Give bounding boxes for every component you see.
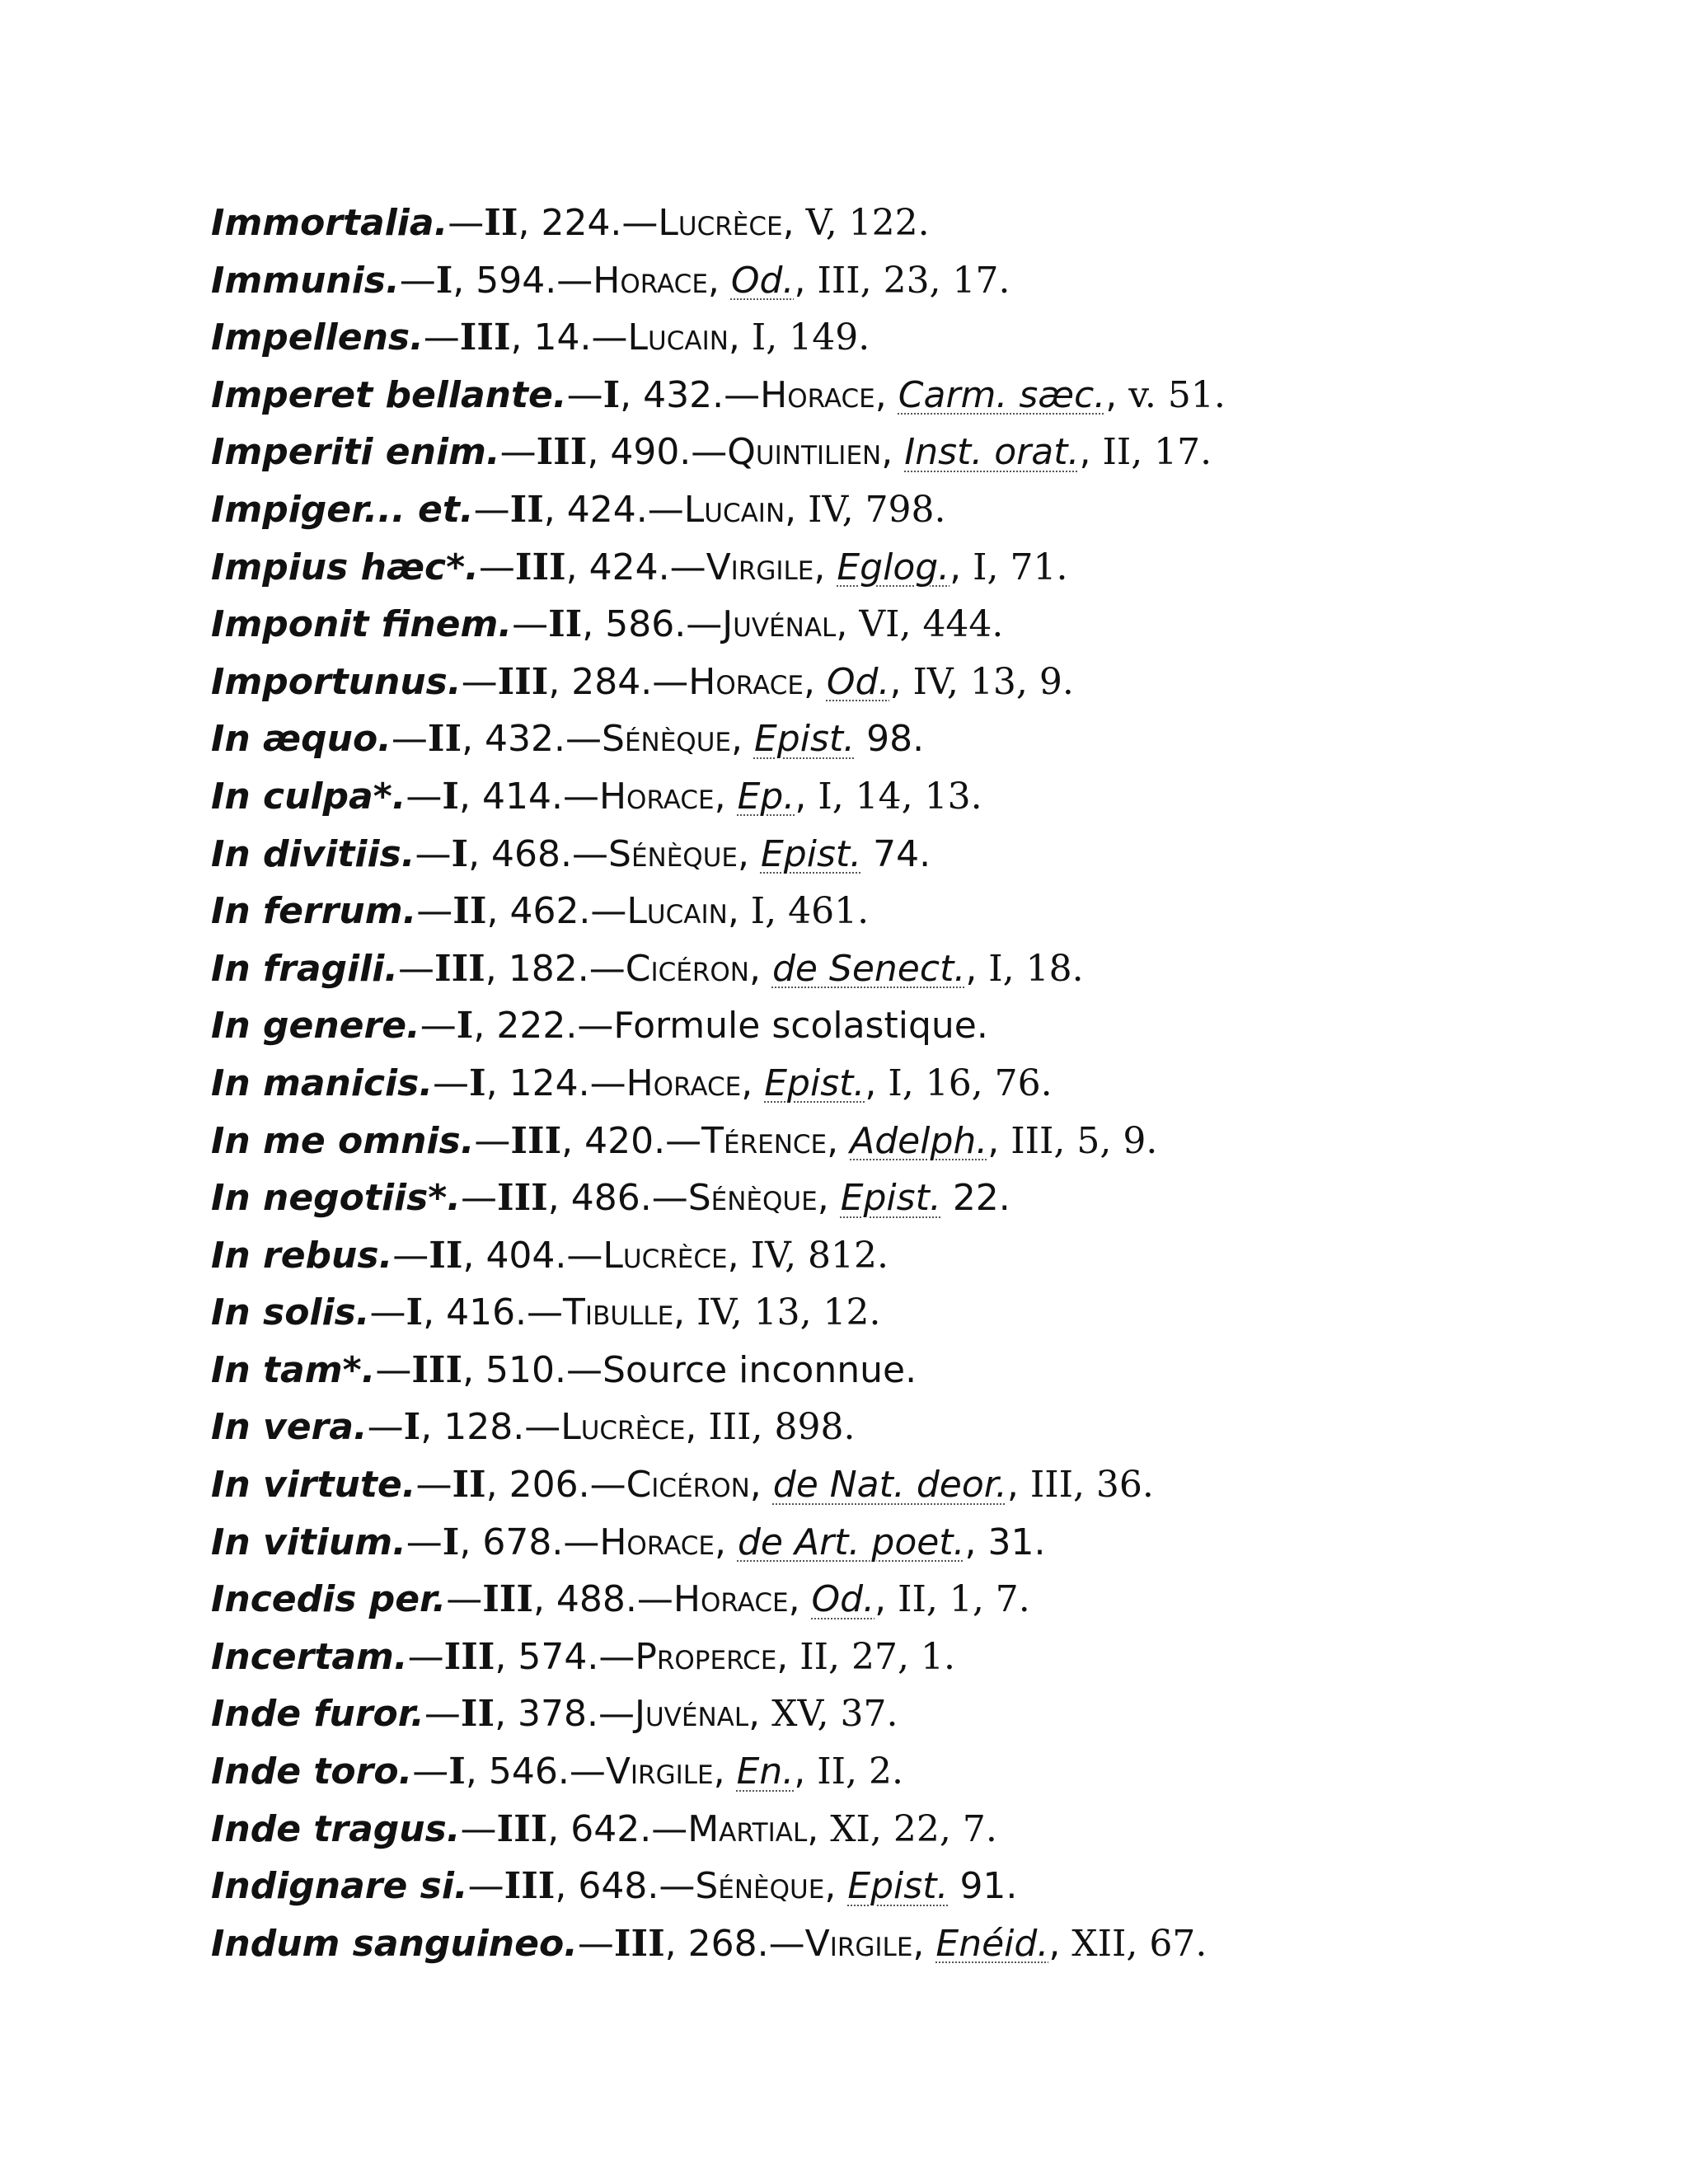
volume-number: III: [536, 431, 588, 474]
author-name: Martial: [687, 1807, 808, 1850]
page-number: 510.: [485, 1348, 567, 1391]
index-entry: In virtute.—II, 206.—Cicéron, de Nat. deor., III, 36.: [211, 1464, 1154, 1507]
reference: I, 461.: [750, 890, 870, 933]
work-link[interactable]: Enéid.: [935, 1922, 1049, 1965]
page-number: 206.: [509, 1464, 590, 1507]
reference: III, 23, 17.: [817, 259, 1010, 302]
volume-number: III: [496, 1807, 548, 1850]
volume-number: I: [451, 832, 469, 875]
index-entry: In genere.—I, 222.—Formule scolastique.: [211, 1005, 988, 1047]
page-number: 424.: [588, 546, 670, 588]
author-name: Sénèque: [687, 1177, 818, 1220]
index-entry: In solis.—I, 416.—Tibulle, IV, 13, 12.: [211, 1291, 881, 1334]
index-entry: Impellens.—III, 14.—Lucain, I, 149.: [211, 316, 870, 359]
volume-number: III: [434, 947, 485, 990]
index-entry: In negotiis*.—III, 486.—Sénèque, Epist. 22.: [211, 1177, 1010, 1220]
volume-number: III: [613, 1922, 665, 1965]
page-number: 432.: [643, 373, 724, 416]
reference: IV, 13, 9.: [912, 660, 1074, 703]
index-entry: In rebus.—II, 404.—Lucrèce, IV, 812.: [211, 1234, 889, 1277]
author-name: Horace: [598, 775, 715, 818]
work-link[interactable]: de Nat. deor.: [772, 1464, 1007, 1507]
work-link[interactable]: Eglog.: [837, 546, 950, 588]
index-entry: Indignare si.—III, 648.—Sénèque, Epist. 91.: [211, 1865, 1018, 1908]
work-link[interactable]: Carm. sæc.: [898, 373, 1106, 416]
entry-headword: In vitium.: [211, 1521, 406, 1563]
work-link[interactable]: Epist.: [760, 832, 862, 875]
reference: IV, 812.: [750, 1234, 889, 1277]
work-link[interactable]: Epist.: [847, 1865, 949, 1908]
entry-headword: Imponit finem.: [211, 603, 513, 646]
author-name: Horace: [599, 1521, 715, 1563]
index-entry: Inde tragus.—III, 642.—Martial, XI, 22, 7.: [211, 1807, 997, 1850]
reference: Formule scolastique.: [613, 1005, 988, 1047]
work-link[interactable]: Od.: [730, 259, 795, 302]
reference: 31.: [987, 1521, 1046, 1563]
work-link[interactable]: Epist.: [753, 718, 856, 761]
volume-number: I: [442, 775, 460, 818]
reference: II, 2.: [817, 1750, 903, 1793]
page-number: 488.: [556, 1578, 637, 1621]
author-name: Lucrèce: [658, 202, 783, 244]
author-name: Sénèque: [608, 832, 738, 875]
reference: I, 16, 76.: [888, 1062, 1053, 1104]
reference: XI, 22, 7.: [830, 1807, 997, 1850]
page-number: 486.: [570, 1177, 652, 1220]
reference: II, 1, 7.: [898, 1578, 1030, 1621]
index-entry: Imperet bellante.—I, 432.—Horace, Carm. sæc., v. 51.: [211, 373, 1226, 416]
entry-headword: Impius hæc*.: [211, 546, 479, 588]
index-page: [211, 194, 1612, 1972]
reference: I, 18.: [988, 947, 1084, 990]
work-link[interactable]: Adelph.: [850, 1119, 988, 1162]
author-name: Sénèque: [695, 1865, 825, 1908]
reference: III, 5, 9.: [1010, 1119, 1158, 1162]
entry-headword: In vera.: [211, 1406, 368, 1449]
page-number: 420.: [584, 1119, 666, 1162]
index-entry: Indum sanguineo.—III, 268.—Virgile, Enéid., XII, 67.: [211, 1922, 1207, 1965]
volume-number: III: [514, 546, 566, 588]
entry-headword: Incedis per.: [211, 1578, 447, 1621]
index-entry: Impius hæc*.—III, 424.—Virgile, Eglog., I, 71.: [211, 546, 1068, 588]
work-link[interactable]: Od.: [811, 1578, 875, 1621]
page-number: 222.: [496, 1005, 578, 1047]
index-entry: In vera.—I, 128.—Lucrèce, III, 898.: [211, 1406, 856, 1449]
entry-headword: In negotiis*.: [211, 1177, 462, 1220]
index-entry: Incedis per.—III, 488.—Horace, Od., II, 1, 7.: [211, 1578, 1030, 1621]
page-number: 182.: [508, 947, 589, 990]
author-name: Cicéron: [625, 947, 749, 990]
volume-number: II: [452, 1464, 486, 1507]
index-entry: Immunis.—I, 594.—Horace, Od., III, 23, 17.: [211, 259, 1010, 302]
entry-headword: In tam*.: [211, 1348, 376, 1391]
page-number: 490.: [610, 431, 692, 474]
author-name: Virgile: [605, 1750, 714, 1793]
reference: I, 71.: [973, 546, 1068, 588]
entry-headword: In fragili.: [211, 947, 399, 990]
index-entry: Imperiti enim.—III, 490.—Quintilien, Inst. orat., II, 17.: [211, 431, 1212, 474]
page-number: 468.: [491, 832, 573, 875]
author-name: Properce: [635, 1635, 777, 1678]
volume-number: I: [603, 373, 621, 416]
page-number: 546.: [488, 1750, 570, 1793]
entry-headword: Indum sanguineo.: [211, 1922, 578, 1965]
volume-number: III: [459, 316, 511, 359]
entry-headword: In virtute.: [211, 1464, 416, 1507]
volume-number: III: [497, 1177, 548, 1220]
reference: I, 149.: [751, 316, 870, 359]
index-entry: In vitium.—I, 678.—Horace, de Art. poet., 31.: [211, 1521, 1046, 1563]
author-name: Virgile: [706, 546, 814, 588]
entry-headword: Immortalia.: [211, 202, 448, 244]
author-name: Lucain: [627, 316, 729, 359]
page-number: 224.: [541, 202, 622, 244]
entry-headword: Importunus.: [211, 660, 462, 703]
entry-headword: Inde tragus.: [211, 1807, 461, 1850]
page-number: 678.: [482, 1521, 564, 1563]
volume-number: II: [452, 890, 487, 933]
page-number: 574.: [518, 1635, 599, 1678]
reference: II, 27, 1.: [799, 1635, 955, 1678]
page-number: 124.: [509, 1062, 590, 1104]
volume-number: II: [460, 1693, 495, 1736]
index-entry: In manicis.—I, 124.—Horace, Epist., I, 16, 76.: [211, 1062, 1053, 1104]
page-number: 268.: [687, 1922, 769, 1965]
entry-headword: Inde toro.: [211, 1750, 413, 1793]
volume-number: I: [469, 1062, 486, 1104]
volume-number: II: [548, 603, 583, 646]
volume-number: I: [403, 1406, 421, 1449]
page-number: 128.: [443, 1406, 525, 1449]
index-entry: In me omnis.—III, 420.—Térence, Adelph., III, 5, 9.: [211, 1119, 1158, 1162]
reference: 74.: [873, 832, 931, 875]
entry-headword: In me omnis.: [211, 1119, 475, 1162]
author-name: Virgile: [804, 1922, 913, 1965]
author-name: Horace: [760, 373, 875, 416]
index-entry-list: [211, 194, 1612, 1972]
author-name: Cicéron: [626, 1464, 750, 1507]
reference: v. 51.: [1128, 373, 1226, 416]
index-entry: Incertam.—III, 574.—Properce, II, 27, 1.: [211, 1635, 955, 1678]
page-number: 414.: [482, 775, 563, 818]
reference: V, 122.: [805, 202, 930, 244]
entry-headword: In rebus.: [211, 1234, 393, 1277]
volume-number: III: [482, 1578, 533, 1621]
author-name: Quintilien: [727, 431, 882, 474]
author-name: Horace: [688, 660, 804, 703]
index-entry: In culpa*.—I, 414.—Horace, Ep., I, 14, 13.: [211, 775, 982, 818]
index-entry: In fragili.—III, 182.—Cicéron, de Senect., I, 18.: [211, 947, 1084, 990]
reference: IV, 798.: [808, 488, 946, 531]
entry-headword: Incertam.: [211, 1635, 408, 1678]
index-entry: Inde toro.—I, 546.—Virgile, En., II, 2.: [211, 1750, 903, 1793]
entry-headword: In culpa*.: [211, 775, 406, 818]
index-entry: Imponit finem.—II, 586.—Juvénal, VI, 444.: [211, 603, 1004, 646]
work-link[interactable]: Epist.: [840, 1177, 941, 1220]
work-link[interactable]: En.: [736, 1750, 795, 1793]
work-link[interactable]: Od.: [826, 660, 890, 703]
author-name: Lucain: [683, 488, 785, 531]
reference: IV, 13, 12.: [696, 1291, 881, 1334]
page-number: 378.: [518, 1693, 599, 1736]
page-number: 284.: [571, 660, 653, 703]
page-number: 648.: [578, 1865, 659, 1908]
page-number: 586.: [605, 603, 687, 646]
entry-headword: In solis.: [211, 1291, 370, 1334]
index-entry: Inde furor.—II, 378.—Juvénal, XV, 37.: [211, 1693, 898, 1736]
page-number: 14.: [533, 316, 592, 359]
page-number: 404.: [485, 1234, 567, 1277]
volume-number: III: [443, 1635, 495, 1678]
volume-number: I: [406, 1291, 424, 1334]
entry-headword: Imperiti enim.: [211, 431, 500, 474]
page-number: 594.: [476, 259, 557, 302]
author-name: Horace: [593, 259, 708, 302]
entry-headword: Impellens.: [211, 316, 424, 359]
entry-headword: Inde furor.: [211, 1693, 424, 1736]
page-number: 462.: [509, 890, 591, 933]
entry-headword: In ferrum.: [211, 890, 417, 933]
reference: II, 17.: [1102, 431, 1212, 474]
entry-headword: In divitiis.: [211, 832, 415, 875]
work-link[interactable]: Inst. orat.: [904, 431, 1080, 474]
author-name: Lucain: [626, 890, 728, 933]
reference: III, 898.: [708, 1406, 856, 1449]
volume-number: III: [510, 1119, 562, 1162]
volume-number: I: [442, 1521, 460, 1563]
page-number: 432.: [485, 718, 566, 761]
reference: 22.: [952, 1177, 1010, 1220]
entry-headword: Immunis.: [211, 259, 400, 302]
index-entry: In æquo.—II, 432.—Sénèque, Epist. 98.: [211, 718, 925, 761]
author-name: Juvénal: [722, 603, 837, 646]
volume-number: II: [484, 202, 518, 244]
reference: I, 14, 13.: [818, 775, 982, 818]
reference: XV, 37.: [771, 1693, 898, 1736]
volume-number: III: [411, 1348, 463, 1391]
page-number: 416.: [446, 1291, 528, 1334]
volume-number: I: [456, 1005, 474, 1047]
page-number: 642.: [570, 1807, 652, 1850]
reference: VI, 444.: [859, 603, 1004, 646]
volume-number: II: [509, 488, 544, 531]
reference: III, 36.: [1029, 1464, 1154, 1507]
author-name: Térence: [701, 1119, 828, 1162]
index-entry: In ferrum.—II, 462.—Lucain, I, 461.: [211, 890, 870, 933]
volume-number: III: [504, 1865, 556, 1908]
entry-headword: Imperet bellante.: [211, 373, 567, 416]
entry-headword: In genere.: [211, 1005, 420, 1047]
entry-headword: In æquo.: [211, 718, 392, 761]
work-link[interactable]: de Art. poet.: [737, 1521, 965, 1563]
index-entry: In tam*.—III, 510.—Source inconnue.: [211, 1348, 917, 1391]
entry-headword: Impiger... et.: [211, 488, 474, 531]
reference: 91.: [959, 1865, 1018, 1908]
author-name: Lucrèce: [603, 1234, 728, 1277]
work-link[interactable]: de Senect.: [771, 947, 966, 990]
volume-number: II: [427, 718, 462, 761]
work-link[interactable]: Ep.: [737, 775, 795, 818]
reference: 98.: [866, 718, 925, 761]
reference: XII, 67.: [1071, 1922, 1207, 1965]
author-name: Lucrèce: [560, 1406, 686, 1449]
volume-number: II: [429, 1234, 463, 1277]
entry-headword: Indignare si.: [211, 1865, 468, 1908]
author-name: Horace: [626, 1062, 742, 1104]
page-number: 424.: [566, 488, 648, 531]
index-entry: Importunus.—III, 284.—Horace, Od., IV, 13, 9.: [211, 660, 1074, 703]
author-name: Tibulle: [563, 1291, 674, 1334]
author-name: Horace: [673, 1578, 789, 1621]
index-entry: In divitiis.—I, 468.—Sénèque, Epist. 74.: [211, 832, 931, 875]
work-link[interactable]: Epist.: [764, 1062, 865, 1104]
volume-number: I: [435, 259, 453, 302]
author-name: Juvénal: [635, 1693, 749, 1736]
volume-number: I: [448, 1750, 466, 1793]
reference: Source inconnue.: [603, 1348, 917, 1391]
entry-headword: In manicis.: [211, 1062, 434, 1104]
index-entry: Impiger... et.—II, 424.—Lucain, IV, 798.: [211, 488, 946, 531]
index-entry: Immortalia.—II, 224.—Lucrèce, V, 122.: [211, 202, 930, 244]
volume-number: III: [497, 660, 549, 703]
author-name: Sénèque: [602, 718, 731, 761]
